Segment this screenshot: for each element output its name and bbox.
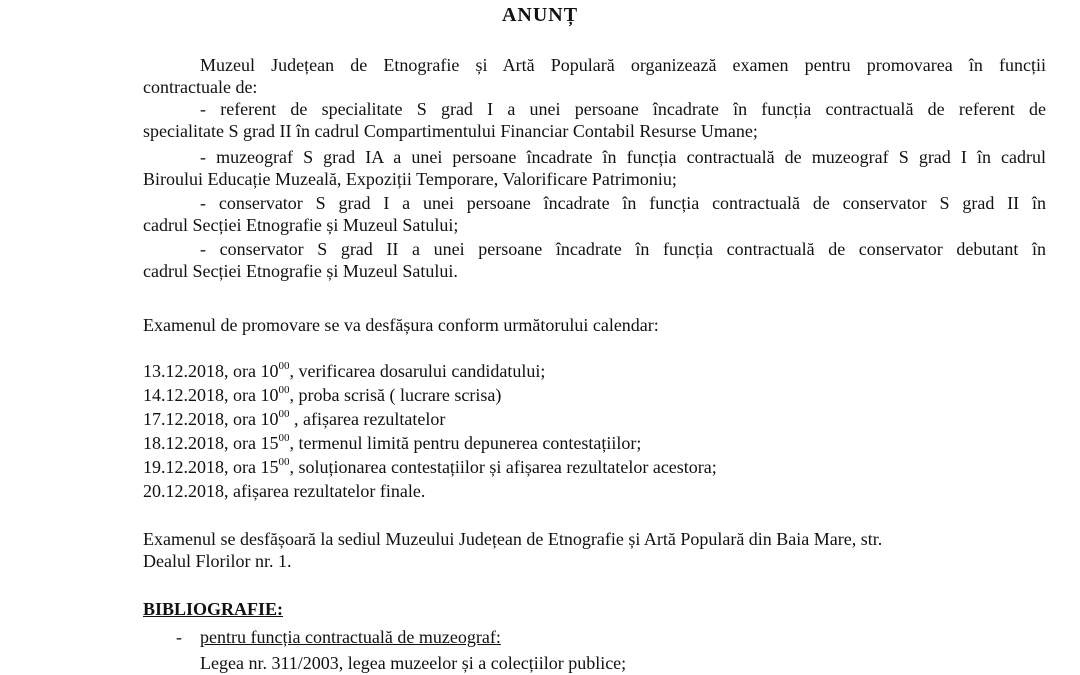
calendar-date: 20.12.2018, afișarea rezultatelor finale. <box>143 481 426 501</box>
calendar-date: 18.12.2018, ora 15 <box>143 433 279 453</box>
calendar-text: , proba scrisă ( lucrare scrisa) <box>289 385 502 405</box>
position-2-line-1: - muzeograf S grad IA a unei persoane încadrate în funcția contractuală de muzeograf S grad I în cadrul <box>200 147 1046 167</box>
page-title: ANUNȚ <box>501 4 579 26</box>
calendar-text: , soluționarea contestațiilor și afișarea rezultatelor acestora; <box>289 457 717 477</box>
calendar-time-superscript: 00 <box>278 456 290 468</box>
calendar-row <box>143 432 641 454</box>
position-1-line-1: - referent de specialitate S grad I a unei persoane încadrate în funcția contractuală de referent de <box>200 99 1046 119</box>
calendar-row <box>143 360 545 382</box>
calendar-time-superscript: 00 <box>278 408 290 420</box>
location-line-2: Dealul Florilor nr. 1. <box>143 551 292 571</box>
bibliography-entry: Legea nr. 311/2003, legea muzeelor și a colecțiilor publice; <box>200 653 627 673</box>
calendar-row <box>143 384 501 406</box>
position-4-line-2: cadrul Secției Etnografie și Muzeul Satului. <box>143 261 458 281</box>
position-2-line-2: Biroului Educație Muzeală, Expoziții Temporare, Valorificare Patrimoniu; <box>143 169 677 189</box>
position-3-line-1: - conservator S grad I a unei persoane încadrate în funcția contractuală de conservator S grad II în <box>200 193 1046 213</box>
calendar-time-superscript: 00 <box>278 360 290 372</box>
bibliography-item-label: pentru funcția contractuală de muzeograf: <box>200 627 501 647</box>
calendar-text: , afișarea rezultatelor <box>289 409 446 429</box>
intro-line-1: Muzeul Județean de Etnografie și Artă Populară organizează examen pentru promovarea în funcții <box>200 55 1046 75</box>
intro-line-2: contractuale de: <box>143 77 258 97</box>
calendar-date: 13.12.2018, ora 10 <box>143 361 279 381</box>
calendar-row <box>143 480 425 502</box>
calendar-row <box>143 408 445 430</box>
bibliography-bullet: - <box>176 627 182 647</box>
calendar-date: 19.12.2018, ora 15 <box>143 457 279 477</box>
bibliography-heading: BIBLIOGRAFIE: <box>143 599 284 619</box>
location-line-1: Examenul se desfășoară la sediul Muzeului Județean de Etnografie și Artă Populară din Baia Mare, str. <box>143 529 883 549</box>
calendar-time-superscript: 00 <box>278 384 290 396</box>
calendar-date: 17.12.2018, ora 10 <box>143 409 279 429</box>
calendar-time-superscript: 00 <box>278 432 290 444</box>
position-4-line-1: - conservator S grad II a unei persoane încadrate în funcția contractuală de conservator debutant în <box>200 239 1046 259</box>
calendar-text: , termenul limită pentru depunerea contestațiilor; <box>289 433 642 453</box>
position-1-line-2: specialitate S grad II în cadrul Compartimentului Financiar Contabil Resurse Umane; <box>143 121 758 141</box>
calendar-intro: Examenul de promovare se va desfășura conform următorului calendar: <box>143 315 659 335</box>
calendar-date: 14.12.2018, ora 10 <box>143 385 279 405</box>
calendar-row <box>143 456 717 478</box>
calendar-text: , verificarea dosarului candidatului; <box>289 361 546 381</box>
position-3-line-2: cadrul Secției Etnografie și Muzeul Satului; <box>143 215 459 235</box>
